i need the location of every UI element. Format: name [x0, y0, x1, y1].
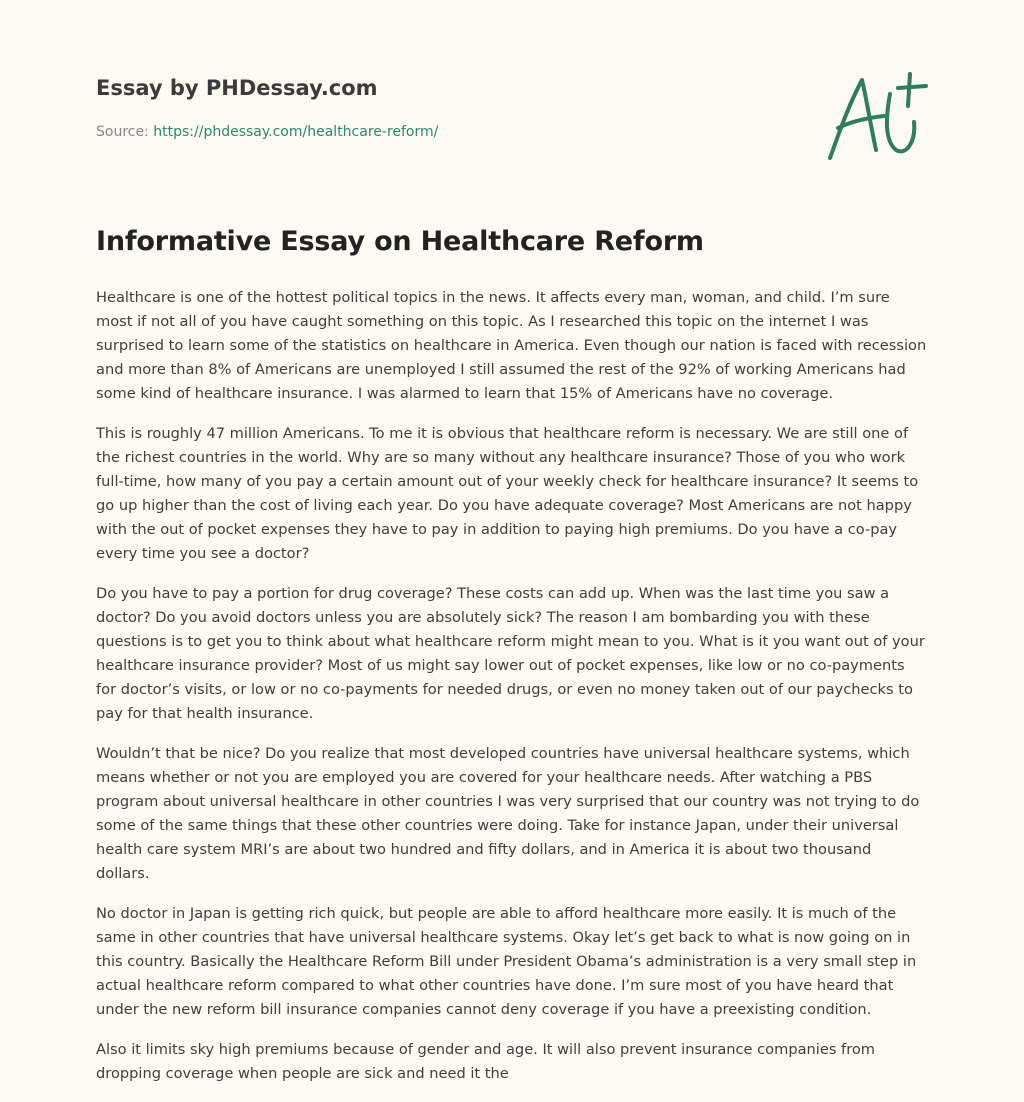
essay-paragraph: Healthcare is one of the hottest political topics in the news. It affects every man, woman, and child. I’m sure most if not all of you have caught something on this topic. As I researched this topic on the internet I was surprised to learn some of the statistics on healthcare in America. Even though our nation is faced with recession and more than 8% of Americans are unemployed I still assumed the rest of the 92% of working Americans had some kind of healthcare insurance. I was alarmed to learn that 15% of Americans have no coverage. — [96, 289, 927, 402]
brand-title: Essay by PHDessay.com — [96, 76, 378, 100]
essay-paragraph: No doctor in Japan is getting rich quick, but people are able to afford healthcare more easily. It is much of the same in other countries that have universal healthcare systems. Okay let’s get back to what is now going on in this country. Basically the Healthcare Reform Bill under President Obama’s administration is a very small step in actual healthcare reform compared to what other countries have done. I’m sure most of you have heard that under the new reform bill insurance companies cannot deny coverage if you have a preexisting condition. — [96, 905, 917, 1018]
site-header — [96, 0, 928, 200]
a-plus-logo-icon — [824, 66, 928, 166]
essay-paragraph: Also it limits sky high premiums because of gender and age. It will also prevent insurance companies from dropping coverage when people are sick and need it the — [96, 1041, 876, 1082]
essay-paragraph: Wouldn’t that be nice? Do you realize that most developed countries have universal healthcare systems, which means whether or not you are employed you are covered for your healthcare needs. After watching a PBS program about universal healthcare in other countries I was very surprised that our country was not trying to do some of the same things that these other countries were doing. Take for instance Japan, under their universal health care system MRI’s are about two hundred and fifty dollars, and in America it is about two thousand dollars. — [96, 745, 920, 882]
essay-page — [96, 0, 928, 1082]
essay-paragraph: This is roughly 47 million Americans. To me it is obvious that healthcare reform is necessary. We are still one of the richest countries in the world. Why are so many without any healthcare insurance? Those of you who work full-time, how many of you pay a certain amount out of your weekly check for healthcare insurance? It seems to go up higher than the cost of living each year. Do you have adequate coverage? Most Americans are not happy with the out of pocket expenses they have to pay in addition to paying high premiums. Do you have a co-pay every time you see a doctor? — [96, 425, 919, 562]
essay-paragraph: Do you have to pay a portion for drug coverage? These costs can add up. When was the last time you saw a doctor? Do you avoid doctors unless you are absolutely sick? The reason I am bombarding you with these questions is to get you to think about what healthcare reform might mean to you. What is it you want out of your healthcare insurance provider? Most of us might say lower out of pocket expenses, like low or no co-payments for doctor’s visits, or low or no co-payments for needed drugs, or even no money taken out of our paychecks to pay for that health insurance. — [96, 585, 925, 722]
source-link[interactable]: https://phdessay.com/healthcare-reform/ — [153, 124, 439, 140]
source-label: Source: — [96, 124, 154, 140]
essay-title: Informative Essay on Healthcare Reform — [96, 226, 704, 257]
source-line — [96, 124, 438, 140]
essay-body — [96, 286, 928, 1102]
